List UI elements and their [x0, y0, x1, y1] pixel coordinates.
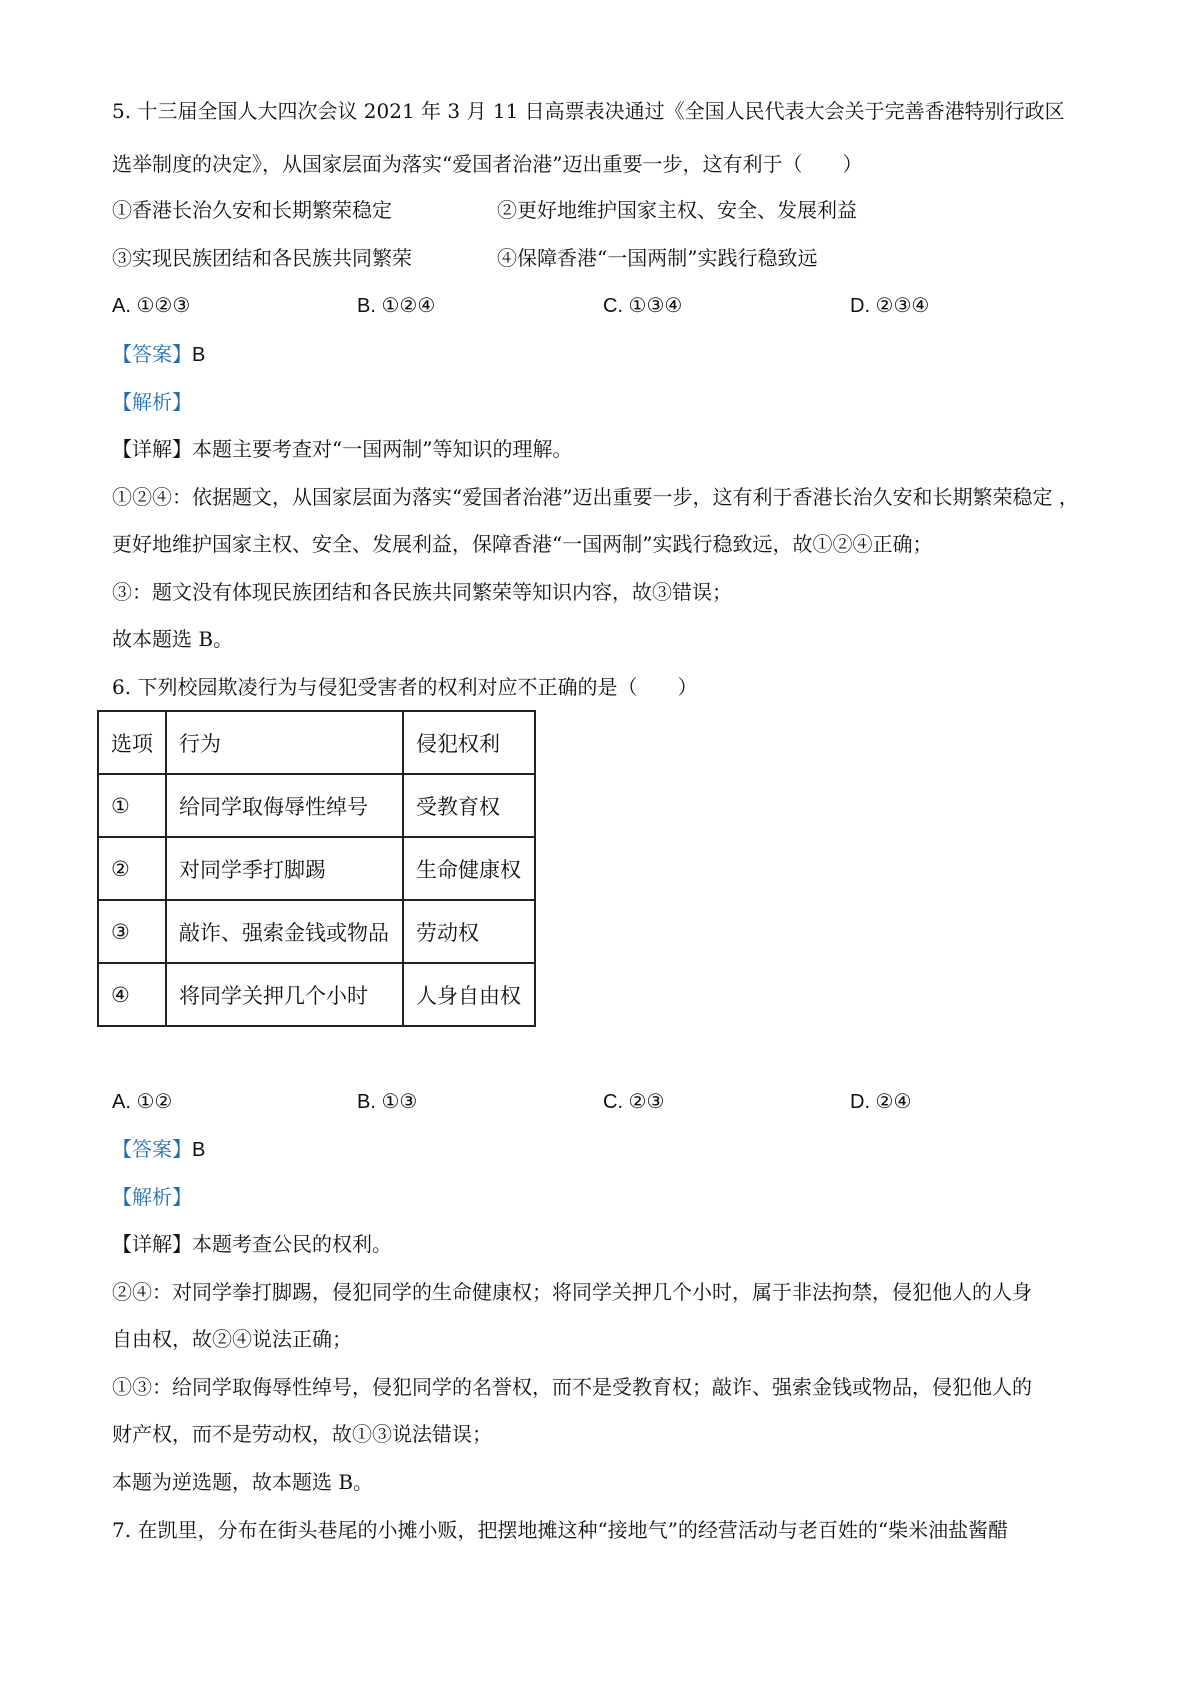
- table-header-cell: 行为: [166, 711, 403, 774]
- q7-stem-line1: 7. 在凯里，分布在街头巷尾的小摊小贩，把摆地摊这种“接地气”的经营活动与老百姓的“柴米油盐酱醋: [112, 1518, 1009, 1542]
- q5-stem-line1: 5. 十三届全国人大四次会议 2021 年 3 月 11 日高票表决通过《全国人民代表大会关于完善香港特别行政区: [112, 99, 1065, 123]
- q5-explanation-line3: ③：题文没有体现民族团结和各民族共同繁荣等知识内容，故③错误；: [112, 580, 732, 604]
- q6-analysis-label: 【解析】: [112, 1185, 192, 1209]
- table-cell: 受教育权: [403, 774, 535, 837]
- q5-conclusion: 故本题选 B。: [112, 627, 234, 651]
- table-row: [98, 774, 535, 837]
- q6-explanation-line3: ①③：给同学取侮辱性绰号，侵犯同学的名誉权，而不是受教育权；敲诈、强索金钱或物品，侵犯他人的: [112, 1375, 1032, 1399]
- q6-choice-c: C. ②③: [603, 1091, 665, 1113]
- q5-choice-a: A. ①②③: [112, 295, 191, 317]
- q5-choice-d: D. ②③④: [850, 295, 930, 317]
- q5-explanation-line2: 更好地维护国家主权、安全、发展利益，保障香港“一国两制”实践行稳致远，故①②④正确；: [112, 532, 933, 556]
- q6-answer-value: B: [192, 1139, 206, 1161]
- table-cell: ①: [98, 774, 166, 837]
- table-cell: ②: [98, 837, 166, 900]
- table-cell: ③: [98, 900, 166, 963]
- q5-choice-c: C. ①③④: [603, 295, 683, 317]
- q6-answer: [112, 1135, 205, 1163]
- q5-option-2: ②更好地维护国家主权、安全、发展利益: [497, 198, 857, 222]
- q5-answer: [112, 340, 205, 368]
- q5-option-4: ④保障香港“一国两制”实践行稳致远: [497, 246, 818, 270]
- table-cell: ④: [98, 963, 166, 1026]
- q5-answer-label: 【答案】: [112, 342, 192, 366]
- q5-choice-b: B. ①②④: [357, 295, 436, 317]
- q6-table: [97, 710, 536, 1027]
- table-header-row: [98, 711, 535, 774]
- table-cell: 将同学关押几个小时: [166, 963, 403, 1026]
- table-header-cell: 选项: [98, 711, 166, 774]
- q6-conclusion: 本题为逆选题，故本题选 B。: [112, 1470, 374, 1494]
- table-row: [98, 837, 535, 900]
- q6-explanation-line2: 自由权，故②④说法正确；: [112, 1327, 352, 1351]
- table-cell: 劳动权: [403, 900, 535, 963]
- table-cell: 敲诈、强索金钱或物品: [166, 900, 403, 963]
- q5-detail: 【详解】本题主要考查对“一国两制”等知识的理解。: [112, 437, 573, 461]
- q5-explanation-line1: ①②④：依据题文，从国家层面为落实“爱国者治港”迈出重要一步，这有利于香港长治久安和长期繁荣稳定 ，: [112, 485, 1079, 509]
- q5-option-3: ③实现民族团结和各民族共同繁荣: [112, 246, 412, 270]
- q5-stem-line2: 选举制度的决定》，从国家层面为落实“爱国者治港”迈出重要一步，这有利于（ ）: [112, 152, 863, 176]
- table-cell: 对同学季打脚踢: [166, 837, 403, 900]
- table-row: [98, 900, 535, 963]
- q6-explanation-line1: ②④：对同学拳打脚踢，侵犯同学的生命健康权；将同学关押几个小时，属于非法拘禁，侵犯他人的人身: [112, 1280, 1032, 1304]
- q6-choice-d: D. ②④: [850, 1091, 912, 1113]
- table-cell: 给同学取侮辱性绰号: [166, 774, 403, 837]
- q5-analysis-label: 【解析】: [112, 390, 192, 414]
- table-row: [98, 963, 535, 1026]
- table-cell: 人身自由权: [403, 963, 535, 1026]
- q6-choice-a: A. ①②: [112, 1091, 173, 1113]
- q6-detail: 【详解】本题考查公民的权利。: [112, 1232, 392, 1256]
- q6-choice-b: B. ①③: [357, 1091, 418, 1113]
- table-header-cell: 侵犯权利: [403, 711, 535, 774]
- q5-option-1: ①香港长治久安和长期繁荣稳定: [112, 198, 392, 222]
- q5-answer-value: B: [192, 344, 206, 366]
- table-cell: 生命健康权: [403, 837, 535, 900]
- q6-explanation-line4: 财产权，而不是劳动权，故①③说法错误；: [112, 1422, 492, 1446]
- q6-answer-label: 【答案】: [112, 1137, 192, 1161]
- q6-stem: 6. 下列校园欺凌行为与侵犯受害者的权利对应不正确的是（ ）: [112, 675, 698, 699]
